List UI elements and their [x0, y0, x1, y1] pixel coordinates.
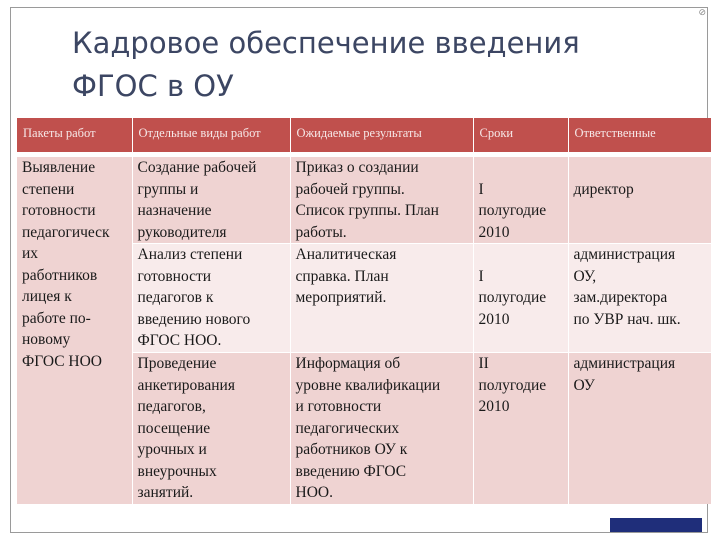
header-packages: Пакеты работ	[17, 118, 132, 152]
work-cell: Проведение анкетирования педагогов, посещение урочных и внеурочных занятий.	[132, 353, 290, 504]
header-responsible: Ответственные	[568, 118, 711, 152]
result-cell: Информация об уровне квалификации и готовности педагогических работников ОУ к введению ФГОС НОО.	[290, 353, 473, 504]
header-work-types: Отдельные виды работ	[132, 118, 290, 152]
responsible-cell: администрация ОУ	[568, 353, 711, 504]
slide-title: Кадровое обеспечение введения ФГОС в ОУ	[72, 26, 580, 103]
table-row	[17, 157, 711, 244]
staffing-plan-table	[17, 118, 712, 504]
work-cell: Анализ степени готовности педагогов к введению нового ФГОС НОО.	[132, 244, 290, 353]
footer-tab	[610, 518, 702, 532]
result-cell: Аналитическая справка. План мероприятий.	[290, 244, 473, 353]
term-cell: II полугодие 2010	[473, 353, 568, 504]
corner-mark-icon: ⊘	[698, 8, 706, 18]
result-cell: Приказ о создании рабочей группы. Список группы. План работы.	[290, 157, 473, 244]
responsible-cell: директор	[568, 157, 711, 244]
responsible-cell: администрация ОУ, зам.директора по УВР нач. шк.	[568, 244, 711, 353]
work-cell: Создание рабочей группы и назначение руководителя	[132, 157, 290, 244]
header-terms: Сроки	[473, 118, 568, 152]
term-cell: I полугодие 2010	[473, 157, 568, 244]
header-expected-results: Ожидаемые результаты	[290, 118, 473, 152]
table-header-row	[17, 118, 711, 152]
package-cell: Выявление степени готовности педагогическ их работников лицея к работе по- новому ФГОС НОО	[17, 157, 132, 504]
term-cell: I полугодие 2010	[473, 244, 568, 353]
